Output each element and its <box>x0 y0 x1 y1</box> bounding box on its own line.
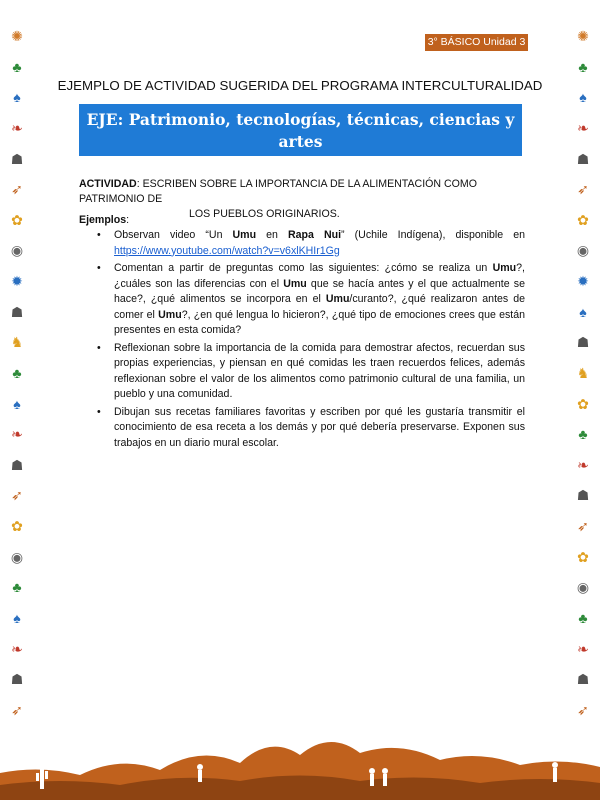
right-decorative-border <box>572 28 594 718</box>
examples-label: Ejemplos <box>79 214 127 226</box>
axis-banner-line2: ancestrales. <box>248 154 353 173</box>
examples-list <box>97 228 525 453</box>
totem-icon: ☗ <box>576 334 590 351</box>
bird-icon: ➶ <box>11 181 23 198</box>
mask-icon: ♠ <box>13 609 21 626</box>
flower-icon: ✿ <box>577 211 589 228</box>
pot-icon: ◉ <box>576 242 590 259</box>
list-item: • Dibujan sus recetas familiares favoritas y escriben por qué les gustaría transmitir el conocimiento de esa receta a los demás y por qué debería preservarse. Exponen sus trabajos en un diario mural escolar. <box>97 405 525 449</box>
bullet-icon: • <box>97 341 101 354</box>
flower-icon: ✿ <box>11 211 23 228</box>
activity-text: : ESCRIBEN SOBRE LA IMPORTANCIA DE LA ALIMENTACIÓN COMO PATRIMONIO DE <box>79 178 477 205</box>
figure-icon: ♣ <box>578 426 588 443</box>
bullet-icon: • <box>97 229 101 241</box>
animal-icon: ❧ <box>11 119 23 136</box>
bird-icon: ➶ <box>11 701 23 718</box>
list-item: • Reflexionan sobre la importancia de la comida para demostrar afectos, recuerdan sus propias experiencias, y piensan en qué comidas les traen recuerdos felices, además reflexionan sobre el valor de los alimentos como patrimonio cultural de una familia, un pueblo y una comunidad. <box>97 341 525 400</box>
bullet-icon: • <box>97 405 101 418</box>
flower-icon: ✿ <box>577 395 589 412</box>
totem-icon: ☗ <box>10 456 24 473</box>
page-title: EJEMPLO DE ACTIVIDAD SUGERIDA DEL PROGRAMA INTERCULTURALIDAD <box>57 78 543 93</box>
totem-icon: ☗ <box>10 150 24 167</box>
animal-icon: ❧ <box>577 640 589 657</box>
animal-icon: ❧ <box>11 426 23 443</box>
flower-icon: ✿ <box>11 518 23 534</box>
bird-icon: ➶ <box>577 518 589 534</box>
sun-icon: ✹ <box>577 273 589 289</box>
figure-icon: ♣ <box>578 58 588 75</box>
grade-unit-badge: 3° BÁSICO Unidad 3 <box>425 34 528 51</box>
axis-banner-line1: EJE: Patrimonio, tecnologías, técnicas, ciencias y artes <box>86 110 515 151</box>
bullet-icon: • <box>97 262 101 274</box>
examples-heading: Ejemplos: <box>79 214 130 226</box>
flower-icon: ✿ <box>577 548 589 565</box>
llama-icon: ♞ <box>576 364 590 381</box>
bird-icon: ➶ <box>577 181 589 198</box>
bird-icon: ➶ <box>11 487 23 504</box>
activity-line2: LOS PUEBLOS ORIGINARIOS. <box>189 208 340 220</box>
totem-icon: ☗ <box>10 303 24 320</box>
sun-icon: ✹ <box>11 273 23 289</box>
pot-icon: ◉ <box>10 548 24 565</box>
footer-landscape-illustration <box>0 715 600 800</box>
mask-icon: ♠ <box>13 89 21 106</box>
left-decorative-border <box>6 28 28 718</box>
activity-block <box>79 177 524 222</box>
activity-line1 <box>79 177 524 207</box>
animal-icon: ❧ <box>577 456 589 473</box>
sun-icon: ✺ <box>11 28 23 44</box>
mask-icon: ♠ <box>579 89 587 106</box>
totem-icon: ☗ <box>576 150 590 167</box>
totem-icon: ☗ <box>576 487 590 504</box>
animal-icon: ❧ <box>11 640 23 657</box>
sun-icon: ✺ <box>577 28 589 44</box>
figure-icon: ♣ <box>12 579 22 596</box>
animal-icon: ❧ <box>577 119 589 136</box>
totem-icon: ☗ <box>576 671 590 688</box>
llama-icon: ♞ <box>10 334 24 351</box>
pot-icon: ◉ <box>10 242 24 259</box>
mask-icon: ♠ <box>579 303 587 320</box>
pot-icon: ◉ <box>576 579 590 596</box>
footer-birds-icon <box>290 724 327 734</box>
figure-icon: ♣ <box>12 364 22 381</box>
list-item: • Observan video “Un Umu en Rapa Nui” (Uchile Indígena), disponible en https://www.youtube.com/watch?v=v6xlKHIr1Gg <box>97 229 526 257</box>
activity-label: ACTIVIDAD <box>79 178 137 190</box>
mask-icon: ♠ <box>13 395 21 412</box>
axis-banner <box>79 104 522 173</box>
figure-icon: ♣ <box>12 58 22 75</box>
list-item: • Comentan a partir de preguntas como las siguientes: ¿cómo se realiza un Umu?, ¿cuáles son las diferencias con el Umu que se hacía antes y el que actualmente se hace?, ¿qué alimentos se incorpora en el Umu/curanto?, ¿qué realizaron antes de comer el Umu?, ¿en qué lengua lo hicieron?, ¿qué tipo de emociones crees que están presentes en esta comida? <box>97 262 526 336</box>
bird-icon: ➶ <box>577 701 589 718</box>
video-link[interactable]: https://www.youtube.com/watch?v=v6xlKHIr1Gg <box>114 244 340 257</box>
totem-icon: ☗ <box>10 671 24 688</box>
figure-icon: ♣ <box>578 609 588 626</box>
